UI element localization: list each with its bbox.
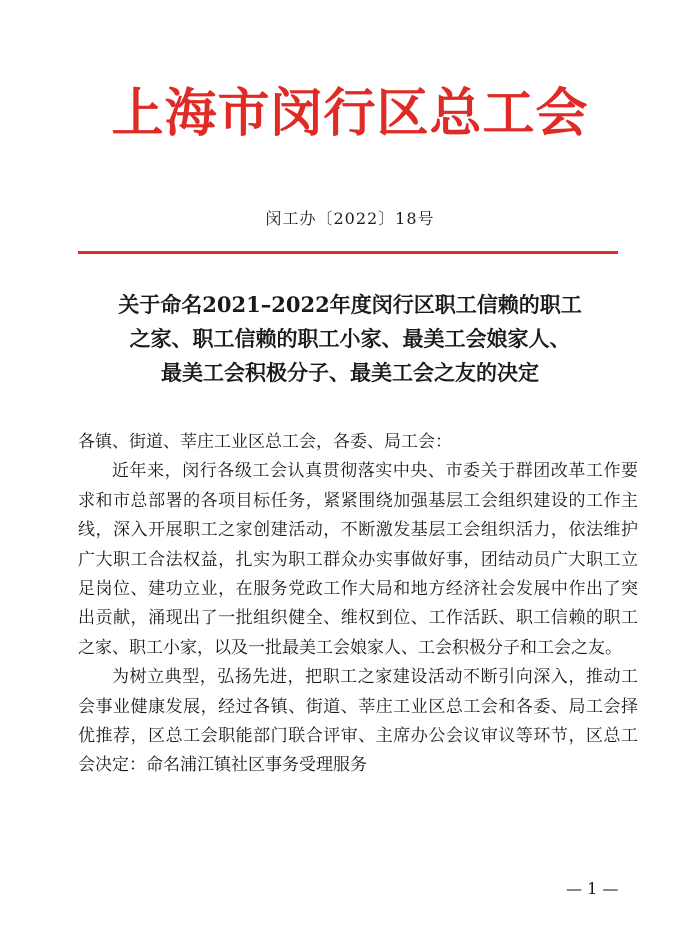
salutation: 各镇、街道、莘庄工业区总工会，各委、局工会： bbox=[78, 432, 452, 452]
document-title-line: 之家、职工信赖的职工小家、最美工会娘家人、 bbox=[129, 326, 571, 351]
document-title-line: 关于命名2021–2022年度闵行区职工信赖的职工 bbox=[118, 292, 582, 317]
document-title-line: 最美工会积极分子、最美工会之友的决定 bbox=[161, 360, 539, 385]
document-body bbox=[78, 428, 638, 781]
body-paragraph: 为树立典型，弘扬先进，把职工之家建设活动不断引向深入，推动工会事业健康发展，经过各镇、街道、莘庄工业区总工会和各委、局工会择优推荐，区总工会职能部门联合评审、主席办公会议审议等环节，区总工会决定：命名浦江镇社区事务受理服务 bbox=[78, 667, 638, 776]
body-paragraph: 近年来，闵行各级工会认真贯彻落实中央、市委关于群团改革工作要求和市总部署的各项目标任务，紧紧围绕加强基层工会组织建设的工作主线，深入开展职工之家创建活动，不断激发基层工会组织活力，依法维护广大职工合法权益，扎实为职工群众办实事做好事，团结动员广大职工立足岗位、建功立业，在服务党政工作大局和地方经济社会发展中作出了突出贡献，涌现出了一批组织健全、维权到位、工作活跃、职工信赖的职工之家、职工小家，以及一批最美工会娘家人、工会积极分子和工会之友。 bbox=[78, 461, 638, 658]
document-number: 闵工办〔2022〕18号 bbox=[265, 209, 435, 228]
organization-letterhead: 上海市闵行区总工会 bbox=[111, 83, 589, 144]
document-title bbox=[60, 288, 640, 390]
red-separator-line bbox=[78, 251, 618, 254]
page-number: — 1 — bbox=[566, 879, 619, 898]
